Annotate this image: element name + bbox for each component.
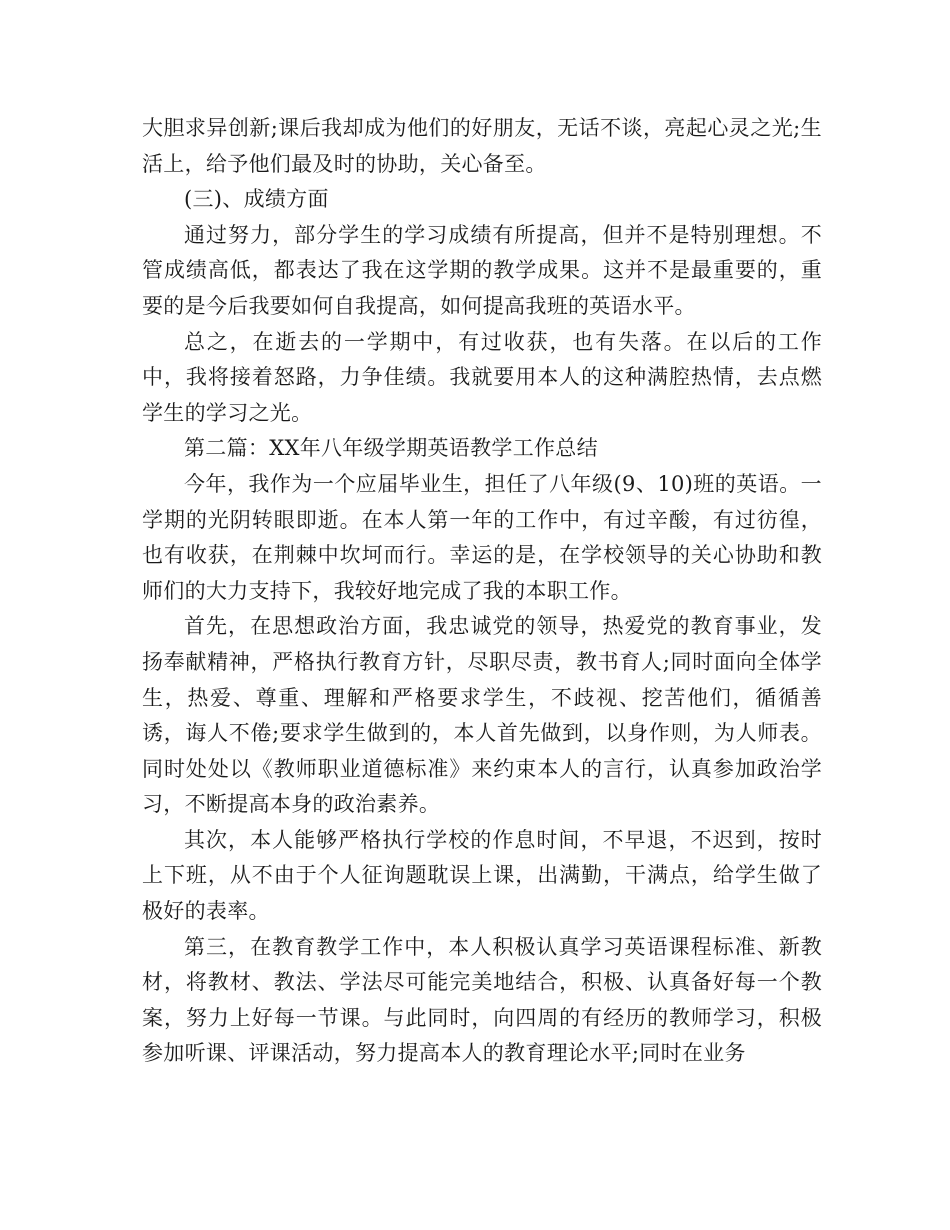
paragraph-8: 其次，本人能够严格执行学校的作息时间，不早退，不迟到，按时上下班，从不由于个人征询题耽误上课，出满勤，干满点，给学生做了极好的表率。 — [142, 827, 822, 924]
paragraph-1: 大胆求异创新;课后我却成为他们的好朋友，无话不谈，亮起心灵之光;生活上，给予他们最及时的协助，关心备至。 — [142, 116, 822, 176]
paragraph-7: 首先，在思想政治方面，我忠诚党的领导，热爱党的教育事业，发扬奉献精神，严格执行教育方针，尽职尽责，教书育人;同时面向全体学生，热爱、尊重、理解和严格要求学生，不歧视、挖苦他们，循循善诱，诲人不倦;要求学生做到的，本人首先做到，以身作则，为人师表。同时处处以《教师职业道德标准》来约束本人的言行，认真参加政治学习，不断提高本身的政治素养。 — [142, 614, 822, 817]
paragraph-4: 总之，在逝去的一学期中，有过收获，也有失落。在以后的工作中，我将接着怒路，力争佳绩。我就要用本人的这种满腔热情，去点燃学生的学习之光。 — [142, 329, 822, 425]
section-heading-results: (三)、成绩方面 — [184, 187, 329, 212]
paragraph-6: 今年，我作为一个应届毕业生，担任了八年级(9、10)班的英语。一学期的光阴转眼即逝。在本人第一年的工作中，有过辛酸，有过彷徨，也有收获，在荆棘中坎坷而行。幸运的是，在学校领导的关心协助和教师们的大力支持下，我较好地完成了我的本职工作。 — [142, 471, 822, 603]
paragraph-9: 第三，在教育教学工作中，本人积极认真学习英语课程标准、新教材，将教材、教法、学法尽可能完美地结合，积极、认真备好每一个教案，努力上好每一节课。与此同时，向四周的有经历的教师学习，积极参加听课、评课活动，努力提高本人的教育理论水平;同时在业务 — [142, 934, 822, 1066]
document-body — [142, 111, 822, 1072]
article-title-part-two: 第二篇：XX年八年级学期英语教学工作总结 — [184, 436, 598, 461]
paragraph-3: 通过努力，部分学生的学习成绩有所提高，但并不是特别理想。不管成绩高低，都表达了我在这学期的教学成果。这并不是最重要的，重要的是今后我要如何自我提高，如何提高我班的英语水平。 — [142, 222, 822, 318]
